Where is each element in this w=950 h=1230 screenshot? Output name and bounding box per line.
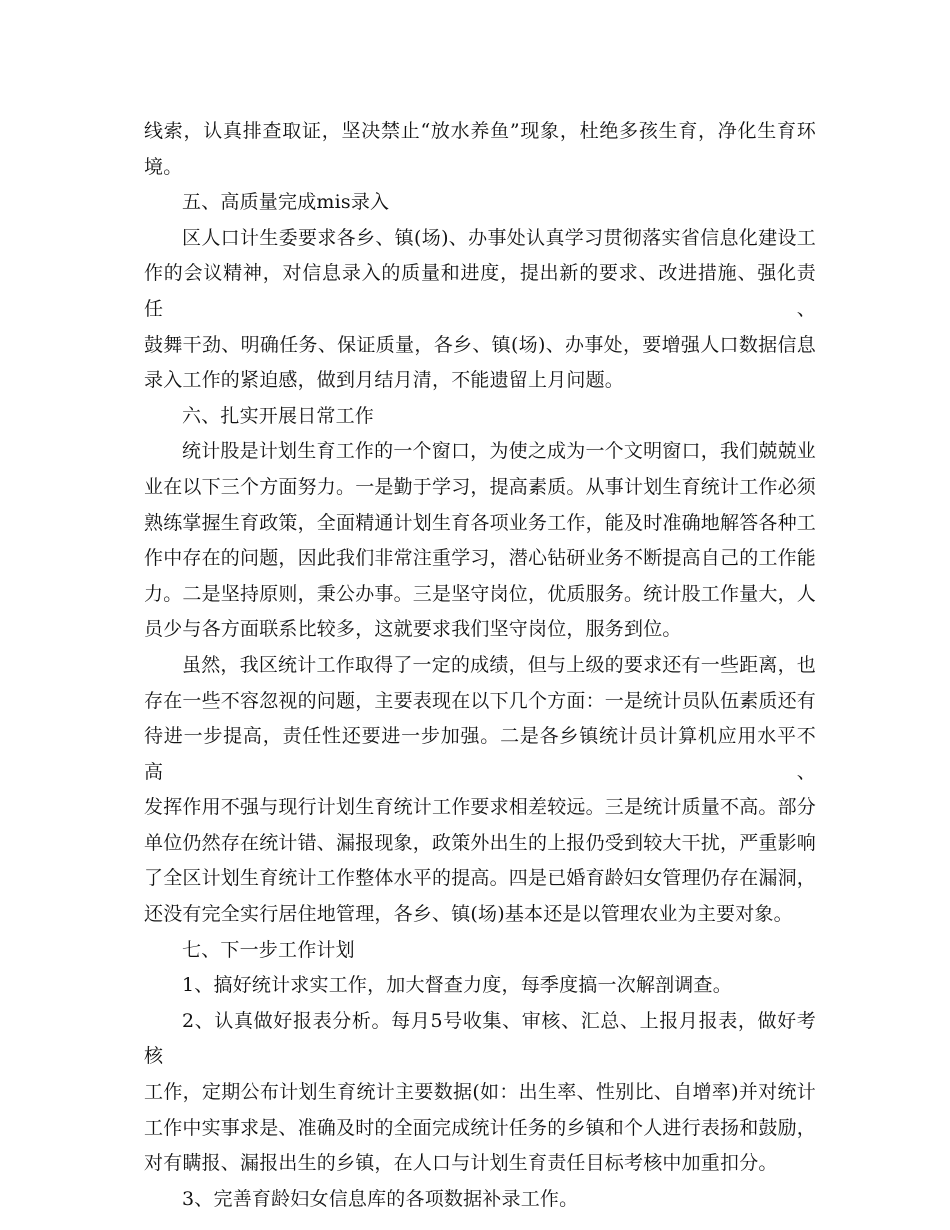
text-line: 作中存在的问题，因此我们非常注重学习，潜心钻研业务不断提高自己的工作能 [144,547,817,570]
text-line: 虽然，我区统计工作取得了一定的成绩，但与上级的要求还有一些距离，也 [182,653,816,676]
text-line: 鼓舞干劲、明确任务、保证质量，各乡、镇(场)、办事处，要增强人口数据信息 [144,333,816,356]
text-line: 存在一些不容忽视的问题，主要表现在以下几个方面：一是统计员队伍素质还有 [144,689,817,712]
text-line: 统计股是计划生育工作的一个窗口，为使之成为一个文明窗口，我们兢兢业 [182,440,816,463]
text-line: 区人口计生委要求各乡、镇(场)、办事处认真学习贯彻落实省信息化建设工 [182,226,816,249]
text-line: 待进一步提高，责任性还要进一步加强。二是各乡镇统计员计算机应用水平不高、 [144,725,816,783]
text-line: 对有瞒报、漏报出生的乡镇，在人口与计划生育责任目标考核中加重扣分。 [144,1152,778,1175]
section-heading [144,185,816,221]
text-line: 熟练掌握生育政策，全面精通计划生育各项业务工作，能及时准确地解答各种工 [144,511,817,534]
paragraph [144,648,816,933]
section-heading [144,933,816,969]
text-line: 员少与各方面联系比较多，这就要求我们坚守岗位，服务到位。 [144,618,682,641]
text-line: 七、下一步工作计划 [182,938,355,961]
text-line: 2、认真做好报表分析。每月5号收集、审核、汇总、上报月报表，做好考核 [144,1009,816,1068]
text-line: 1、搞好统计求实工作，加大督查力度，每季度搞一次解剖调查。 [182,974,732,997]
section-heading [144,399,816,435]
text-line: 3、完善育龄妇女信息库的各项数据补录工作。 [182,1187,579,1210]
text-line: 线索，认真排查取证，坚决禁止“放水养鱼”现象，杜绝多孩生育，净化生育环 [144,120,816,142]
text-line: 还没有完全实行居住地管理，各乡、镇(场)基本还是以管理农业为主要对象。 [144,903,793,926]
text-line: 工作中实事求是、准确及时的全面完成统计任务的乡镇和个人进行表扬和鼓励， [144,1116,817,1139]
text-line: 境。 [144,155,183,178]
paragraph [144,434,816,648]
paragraph [144,1004,816,1182]
paragraph [144,1182,816,1218]
text-line: 了全区计划生育统计工作整体水平的提高。四是已婚育龄妇女管理仍存在漏洞， [144,867,817,890]
text-line: 作的会议精神，对信息录入的质量和进度，提出新的要求、改进措施、强化责任、 [144,262,816,320]
text-line: 业在以下三个方面努力。一是勤于学习，提高素质。从事计划生育统计工作必须 [144,475,817,498]
paragraph [144,221,816,399]
text-line: 工作，定期公布计划生育统计主要数据(如：出生率、性别比、自增率)并对统计 [144,1081,816,1104]
document-body [144,114,816,1217]
paragraph [144,114,816,185]
text-line: 力。二是坚持原则，秉公办事。三是坚守岗位，优质服务。统计股工作量大，人 [144,582,817,605]
paragraph [144,968,816,1004]
text-line: 六、扎实开展日常工作 [182,404,375,427]
text-line: 录入工作的紧迫感，做到月结月清，不能遗留上月问题。 [144,369,625,392]
text-line: 五、高质量完成mis录入 [182,191,390,214]
text-line: 发挥作用不强与现行计划生育统计工作要求相差较远。三是统计质量不高。部分 [144,796,817,819]
text-line: 单位仍然存在统计错、漏报现象，政策外出生的上报仍受到较大干扰，严重影响 [144,831,817,854]
